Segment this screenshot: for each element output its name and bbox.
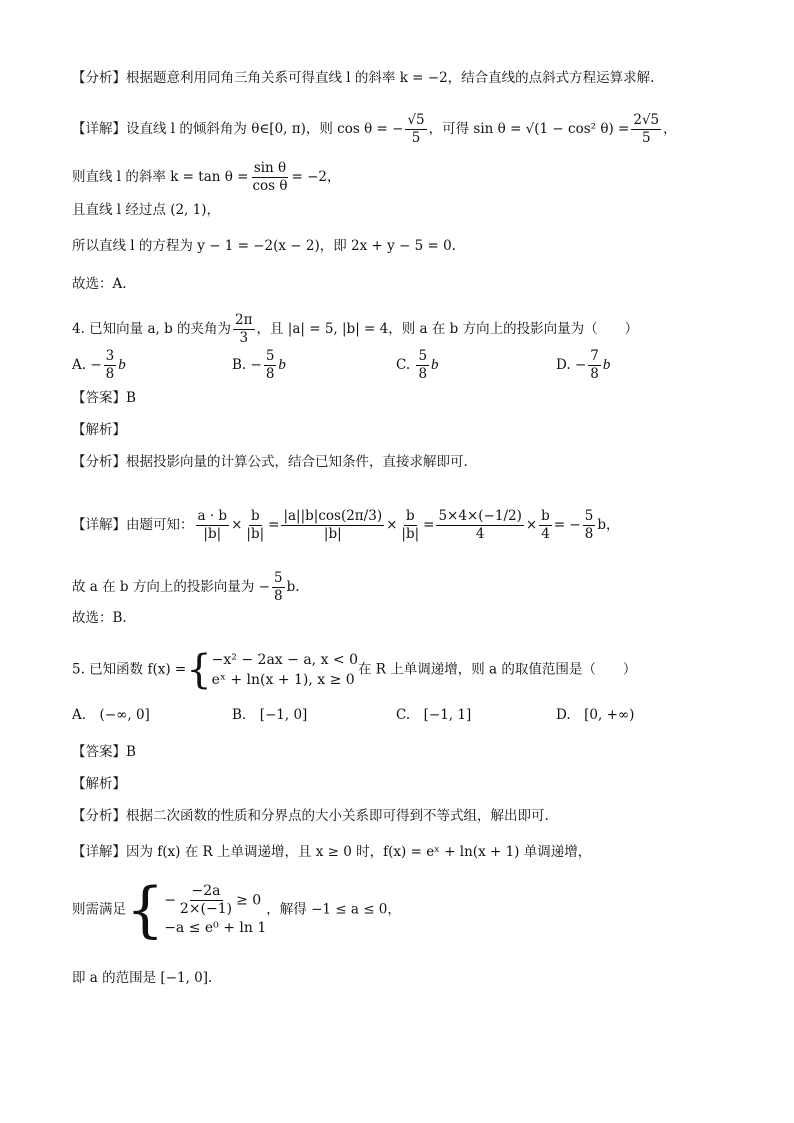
fraction-b-over-absb-2: $\frac{b}{|b|}$ (401, 508, 420, 542)
answer-q5: 【答案】B (72, 744, 136, 760)
q4-option-c: C. $\frac{5}{8}$ b (396, 348, 439, 382)
analysis-line-q3 (72, 68, 654, 88)
q5-option-a: A. (−∞, 0] (72, 707, 150, 723)
answer-q4: 【答案】B (72, 390, 136, 406)
detail-line-q5: 【详解】因为 f(x) 在 R 上单调递增，且 x ≥ 0 时，f(x) = eˣ + ln(x + 1) 单调递增， (72, 844, 592, 860)
analysis-line-q5: 【分析】根据二次函数的性质和分界点的大小关系即可得到不等式组，解出即可. (72, 808, 549, 824)
q5-option-c: C. [−1, 1] (396, 707, 472, 723)
fraction-5-over-8-conclusion: $\frac{5}{8}$ (273, 570, 283, 604)
conclusion-q4: 故 a 在 b 方向上的投影向量为 − $\frac{5}{8}$ b. (72, 570, 300, 604)
q4-option-a: A. − $\frac{3}{8}$ b (72, 348, 126, 382)
fraction-5-over-8: $\frac{5}{8}$ (584, 508, 594, 542)
question-4-stem: 4. 已知向量 a, b 的夹角为 $\frac{2\pi}{3}$ ，且 |a| = 5, |b| = 4，则 a 在 b 方向上的投影向量为（ ） (72, 312, 639, 346)
q4-option-b: B. − $\frac{5}{8}$ b (232, 348, 286, 382)
left-brace: { (186, 647, 212, 693)
system-brace: { (126, 875, 165, 945)
detail-line-q3-2: 则直线 l 的斜率 k = tan θ = $\frac{\text{sin θ}}{\text{cos θ}}$ = −2， (72, 160, 341, 194)
detail-text-a: 设直线 l 的倾斜角为 θ∈[0, π)，则 cos θ = − (126, 121, 404, 137)
detail-line-q3-1: 【详解】设直线 l 的倾斜角为 θ∈[0, π)，则 cos θ = − $\frac{√5}{5}$ ，可得 sin θ = √(1 − cos² θ) = $\frac{2√5}{5}$ ， (72, 112, 677, 146)
detail-text-b: ，可得 sin θ = √(1 − cos² θ) = (428, 121, 630, 137)
fraction-abs-cos: $\frac{|a||b|\cos(2\pi/3)}{|b|}$ (283, 508, 383, 542)
analysis-tag: 【分析】 (72, 70, 126, 86)
fraction-sqrt5-over-5: $\frac{√5}{5}$ (407, 112, 425, 146)
final-q5: 即 a 的范围是 [−1, 0]. (72, 970, 213, 986)
detail-tag: 【详解】 (72, 121, 126, 137)
detail-line-q3-4: 所以直线 l 的方程为 y − 1 = −2(x − 2)，即 2x + y − 5 = 0. (72, 238, 456, 254)
q5-option-b: B. [−1, 0] (232, 707, 308, 723)
detail-line-q4: 【详解】由题可知： $\frac{a \cdot b}{|b|}$ × $\frac{b}{|b|}$ = $\frac{|a||b|\cos(2\pi/3)}{|b|}$ × $\frac{b}{|b|}$ = $\frac{5\times 4\times(-1/2)}{4}$ × $\frac{b}{4}$ = − $\frac{5}{8}$ b， (72, 508, 620, 542)
choice-q3: 故选：A. (72, 276, 127, 292)
analysis-text: 根据题意利用同角三角关系可得直线 l 的斜率 k = −2，结合直线的点斜式方程运算求解. (126, 70, 655, 86)
jiexi-q4: 【解析】 (72, 422, 126, 438)
inequality-2: −a ≤ e⁰ + ln 1 (164, 919, 267, 936)
fraction-b-over-4: $\frac{b}{4}$ (541, 508, 550, 542)
fraction-numeric: $\frac{5\times 4\times(-1/2)}{4}$ (438, 508, 522, 542)
inequality-system-line: 则需满足{ − $\frac{-2a}{2\times(-1)}$ ≥ 0 −a ≤ e⁰ + ln 1 ，解得 −1 ≤ a ≤ 0， (72, 875, 401, 945)
fraction-adotb-over-absb: $\frac{a \cdot b}{|b|}$ (197, 508, 228, 542)
jiexi-q5: 【解析】 (72, 776, 126, 792)
inequality-system (164, 883, 266, 938)
fraction-b-over-absb: $\frac{b}{|b|}$ (246, 508, 265, 542)
fraction-vertex: $\frac{-2a}{2\times(-1)}$ (179, 882, 233, 917)
analysis-line-q4: 【分析】根据投影向量的计算公式，结合已知条件，直接求解即可. (72, 454, 468, 470)
question-5-stem: 5. 已知函数 f(x) ={ −x² − 2ax − a, x < 0 eˣ + ln(x + 1), x ≥ 0 在 R 上单调递增，则 a 的取值范围是（ ） (72, 647, 637, 693)
fraction-2sqrt5-over-5: $\frac{2√5}{5}$ (633, 112, 660, 146)
fraction-2pi-over-3: $\frac{2\pi}{3}$ (235, 312, 253, 346)
fraction-sin-over-cos: $\frac{\text{sin θ}}{\text{cos θ}}$ (252, 160, 288, 194)
q4-option-d: D. − $\frac{7}{8}$ b (556, 348, 611, 382)
inequality-1: − $\frac{-2a}{2\times(-1)}$ ≥ 0 (164, 882, 262, 917)
q5-option-d: D. [0, +∞) (556, 707, 635, 723)
piecewise-cases: −x² − 2ax − a, x < 0 eˣ + ln(x + 1), x ≥ 0 (211, 652, 359, 688)
detail-line-q3-3: 且直线 l 经过点 (2, 1)， (72, 202, 220, 218)
choice-q4: 故选：B. (72, 610, 127, 626)
